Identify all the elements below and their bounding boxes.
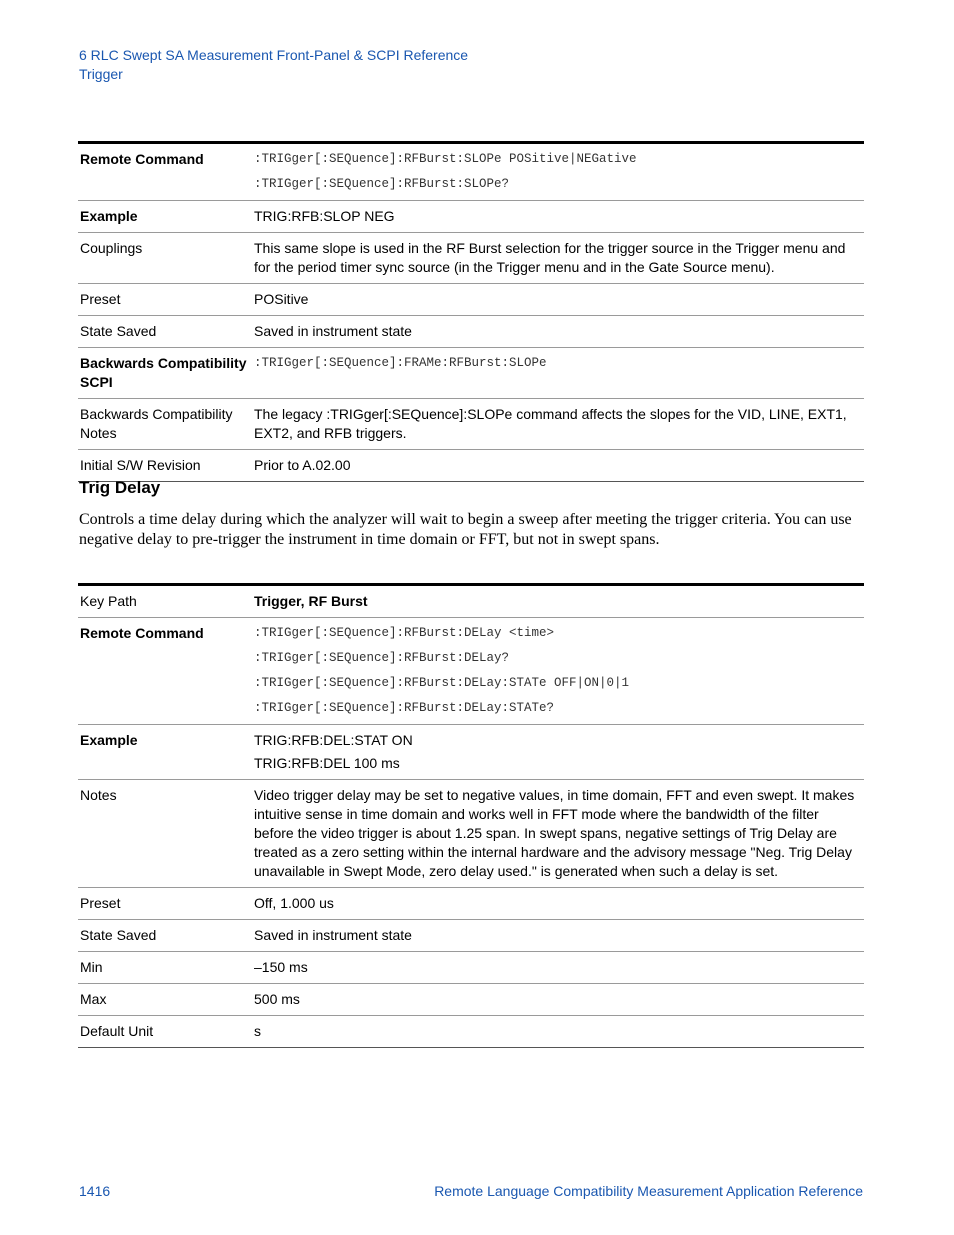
- row-value: [252, 233, 864, 284]
- scpi-command: :TRIGger[:SEQuence]:RFBurst:SLOPe POSitive|NEGative: [254, 152, 637, 166]
- row-label: Example: [80, 732, 138, 748]
- value-text: TRIG:RFB:DEL 100 ms: [254, 755, 400, 771]
- row-label: State Saved: [80, 323, 157, 339]
- row-label: Initial S/W Revision: [80, 457, 201, 473]
- row-label: State Saved: [80, 927, 157, 943]
- row-label: Backwards Compatibility SCPI: [80, 355, 247, 390]
- row-value: [252, 618, 864, 725]
- section-title: Trig Delay: [79, 478, 161, 497]
- table-row: [78, 348, 864, 399]
- scpi-command: :TRIGger[:SEQuence]:RFBurst:SLOPe?: [254, 177, 510, 191]
- row-value: [252, 143, 864, 201]
- row-value: [252, 888, 864, 920]
- row-label: Example: [80, 208, 138, 224]
- row-value: [252, 780, 864, 888]
- scpi-command: :TRIGger[:SEQuence]:FRAMe:RFBurst:SLOPe: [254, 356, 547, 370]
- table-row: [78, 201, 864, 233]
- row-label: Preset: [80, 895, 121, 911]
- table-row: [78, 725, 864, 780]
- row-value: [252, 725, 864, 780]
- value-text: TRIG:RFB:DEL:STAT ON: [254, 732, 413, 748]
- row-label: Backwards Compatibility Notes: [80, 406, 233, 441]
- table-row: [78, 143, 864, 201]
- section-header: Trigger: [79, 66, 123, 82]
- value-text: –150 ms: [254, 959, 308, 975]
- row-label: Remote Command: [80, 625, 204, 641]
- row-label: Couplings: [80, 240, 143, 256]
- row-label: Key Path: [80, 593, 137, 609]
- row-label: Default Unit: [80, 1023, 154, 1039]
- table-row: [78, 888, 864, 920]
- value-text: POSitive: [254, 291, 309, 307]
- row-value: [252, 316, 864, 348]
- row-value: [252, 284, 864, 316]
- value-text: Video trigger delay may be set to negative values, in time domain, FFT and even swept. It makes intuitive sense in time domain and works well in FFT mode where the bandwidth of the filter before the video trigger is about 1.25 span. In swept spans, negative settings of Trig Delay are treated as a zero setting within the internal hardware and the advisory message "Neg. Trig Delay unavailable in Swept Mode, zero delay used." is generated when such a delay is set.: [254, 787, 855, 879]
- value-text: Saved in instrument state: [254, 927, 412, 943]
- row-value: [252, 952, 864, 984]
- value-text: TRIG:RFB:SLOP NEG: [254, 208, 395, 224]
- table-row: [78, 952, 864, 984]
- row-label: Notes: [80, 787, 117, 803]
- row-value: [252, 585, 864, 618]
- table-row: [78, 450, 864, 482]
- slope-command-table: [78, 141, 864, 482]
- table-row: [78, 618, 864, 725]
- row-label: Max: [80, 991, 107, 1007]
- row-label: Preset: [80, 291, 121, 307]
- value-text: 500 ms: [254, 991, 300, 1007]
- value-text: This same slope is used in the RF Burst selection for the trigger source in the Trigger menu and for the period timer sync source (in the Trigger menu and in the Gate Source menu).: [254, 240, 846, 275]
- table-row: [78, 233, 864, 284]
- scpi-command: :TRIGger[:SEQuence]:RFBurst:DELay:STATe?: [254, 701, 555, 715]
- row-value: [252, 348, 864, 399]
- scpi-command: :TRIGger[:SEQuence]:RFBurst:DELay:STATe OFF|ON|0|1: [254, 676, 630, 690]
- page-number: 1416: [79, 1183, 111, 1199]
- intro-paragraph: Controls a time delay during which the analyzer will wait to begin a sweep after meeting the trigger criteria. You can use negative delay to pre-trigger the instrument in time domain or FFT, but not in swept spans.: [79, 511, 852, 548]
- value-text: Prior to A.02.00: [254, 457, 351, 473]
- row-value: [252, 399, 864, 450]
- row-label: Remote Command: [80, 151, 204, 167]
- row-value: [252, 450, 864, 482]
- table-row: [78, 399, 864, 450]
- trig-delay-table: [78, 583, 864, 1048]
- document-title: Remote Language Compatibility Measurement Application Reference: [434, 1183, 863, 1199]
- chapter-header: 6 RLC Swept SA Measurement Front-Panel & SCPI Reference: [79, 47, 469, 63]
- value-text: Trigger, RF Burst: [254, 593, 368, 609]
- row-value: [252, 1016, 864, 1048]
- table-row: [78, 316, 864, 348]
- table-row: [78, 780, 864, 888]
- value-text: The legacy :TRIGger[:SEQuence]:SLOPe command affects the slopes for the VID, LINE, EXT1, EXT2, and RFB triggers.: [254, 406, 847, 441]
- row-value: [252, 201, 864, 233]
- value-text: Saved in instrument state: [254, 323, 412, 339]
- table-row: [78, 1016, 864, 1048]
- scpi-command: :TRIGger[:SEQuence]:RFBurst:DELay?: [254, 651, 510, 665]
- table-row: [78, 284, 864, 316]
- row-label: Min: [80, 959, 103, 975]
- table-row: [78, 984, 864, 1016]
- scpi-command: :TRIGger[:SEQuence]:RFBurst:DELay <time>: [254, 626, 555, 640]
- table-row: [78, 920, 864, 952]
- value-text: Off, 1.000 us: [254, 895, 334, 911]
- row-value: [252, 920, 864, 952]
- row-value: [252, 984, 864, 1016]
- value-text: s: [254, 1023, 261, 1039]
- table-row: [78, 585, 864, 618]
